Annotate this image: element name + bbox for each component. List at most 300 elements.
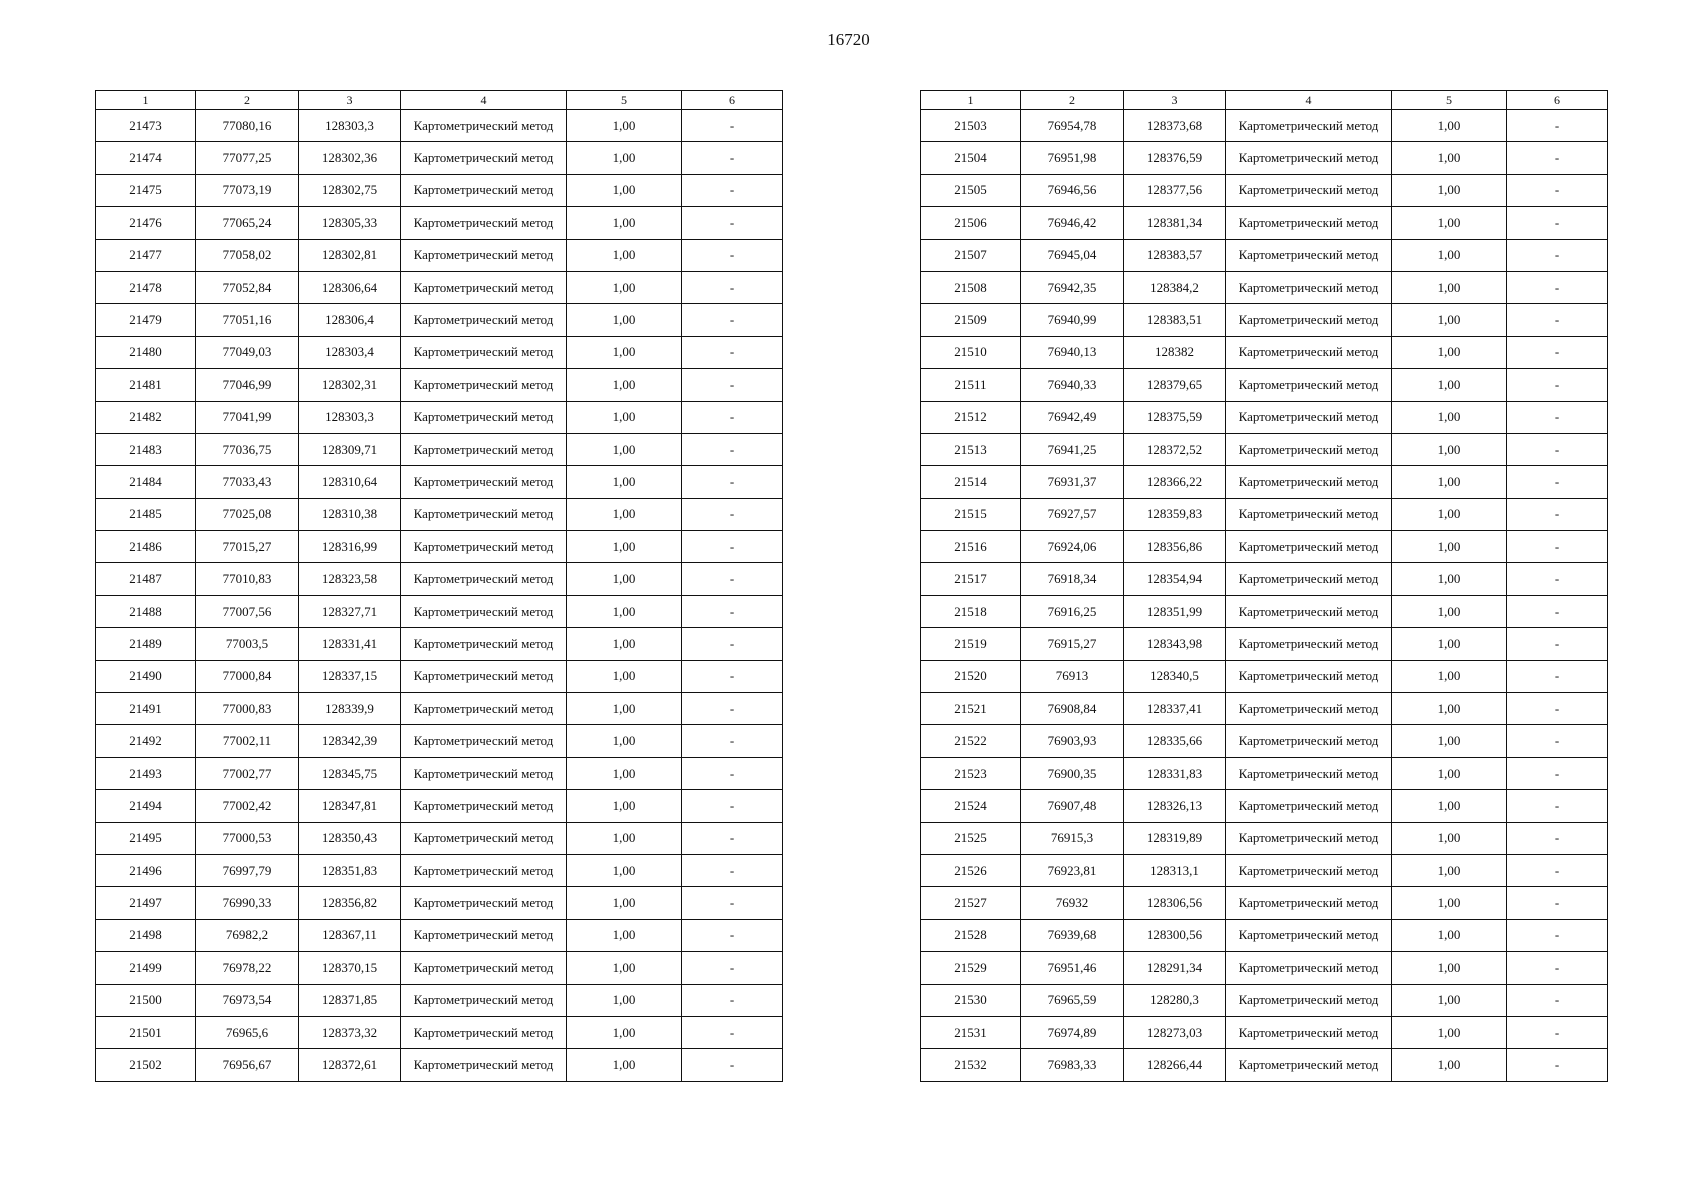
accuracy-cell: 1,00 <box>1392 952 1507 984</box>
y-coordinate-cell: 128351,99 <box>1124 595 1226 627</box>
point-number-cell: 21493 <box>96 757 196 789</box>
x-coordinate-cell: 76951,46 <box>1021 952 1124 984</box>
x-coordinate-cell: 76923,81 <box>1021 854 1124 886</box>
y-coordinate-cell: 128326,13 <box>1124 790 1226 822</box>
accuracy-cell: 1,00 <box>1392 725 1507 757</box>
x-coordinate-cell: 77002,77 <box>196 757 299 789</box>
table-row <box>96 1049 783 1081</box>
table-row <box>96 725 783 757</box>
accuracy-cell: 1,00 <box>567 984 682 1016</box>
note-cell: - <box>682 304 783 336</box>
method-cell: Картометрический метод <box>1226 660 1392 692</box>
column-header: 3 <box>1124 91 1226 110</box>
method-cell: Картометрический метод <box>401 174 567 206</box>
point-number-cell: 21477 <box>96 239 196 271</box>
column-header: 1 <box>96 91 196 110</box>
table-row <box>96 660 783 692</box>
x-coordinate-cell: 76965,6 <box>196 1016 299 1048</box>
point-number-cell: 21517 <box>921 563 1021 595</box>
note-cell: - <box>682 563 783 595</box>
x-coordinate-cell: 77015,27 <box>196 531 299 563</box>
y-coordinate-cell: 128366,22 <box>1124 466 1226 498</box>
x-coordinate-cell: 76940,99 <box>1021 304 1124 336</box>
accuracy-cell: 1,00 <box>1392 854 1507 886</box>
y-coordinate-cell: 128319,89 <box>1124 822 1226 854</box>
y-coordinate-cell: 128373,68 <box>1124 110 1226 142</box>
y-coordinate-cell: 128379,65 <box>1124 369 1226 401</box>
accuracy-cell: 1,00 <box>1392 304 1507 336</box>
note-cell: - <box>1507 174 1608 206</box>
y-coordinate-cell: 128291,34 <box>1124 952 1226 984</box>
method-cell: Картометрический метод <box>401 887 567 919</box>
y-coordinate-cell: 128327,71 <box>299 595 401 627</box>
accuracy-cell: 1,00 <box>1392 595 1507 627</box>
x-coordinate-cell: 77052,84 <box>196 271 299 303</box>
note-cell: - <box>1507 466 1608 498</box>
method-cell: Картометрический метод <box>1226 822 1392 854</box>
point-number-cell: 21482 <box>96 401 196 433</box>
method-cell: Картометрический метод <box>401 595 567 627</box>
table-row <box>921 563 1608 595</box>
point-number-cell: 21501 <box>96 1016 196 1048</box>
method-cell: Картометрический метод <box>1226 790 1392 822</box>
x-coordinate-cell: 77033,43 <box>196 466 299 498</box>
note-cell: - <box>1507 369 1608 401</box>
note-cell: - <box>682 369 783 401</box>
y-coordinate-cell: 128280,3 <box>1124 984 1226 1016</box>
point-number-cell: 21488 <box>96 595 196 627</box>
note-cell: - <box>1507 919 1608 951</box>
accuracy-cell: 1,00 <box>567 498 682 530</box>
note-cell: - <box>1507 1049 1608 1081</box>
x-coordinate-cell: 77002,42 <box>196 790 299 822</box>
note-cell: - <box>1507 595 1608 627</box>
method-cell: Картометрический метод <box>401 401 567 433</box>
accuracy-cell: 1,00 <box>567 595 682 627</box>
x-coordinate-cell: 77041,99 <box>196 401 299 433</box>
point-number-cell: 21532 <box>921 1049 1021 1081</box>
y-coordinate-cell: 128303,3 <box>299 110 401 142</box>
table-row <box>921 531 1608 563</box>
x-coordinate-cell: 76918,34 <box>1021 563 1124 595</box>
y-coordinate-cell: 128371,85 <box>299 984 401 1016</box>
note-cell: - <box>1507 239 1608 271</box>
accuracy-cell: 1,00 <box>567 110 682 142</box>
table-row <box>96 207 783 239</box>
note-cell: - <box>682 693 783 725</box>
table-row <box>96 822 783 854</box>
method-cell: Картометрический метод <box>1226 369 1392 401</box>
accuracy-cell: 1,00 <box>1392 466 1507 498</box>
note-cell: - <box>1507 952 1608 984</box>
x-coordinate-cell: 77080,16 <box>196 110 299 142</box>
x-coordinate-cell: 76974,89 <box>1021 1016 1124 1048</box>
note-cell: - <box>682 1016 783 1048</box>
table-row <box>96 531 783 563</box>
y-coordinate-cell: 128359,83 <box>1124 498 1226 530</box>
point-number-cell: 21474 <box>96 142 196 174</box>
method-cell: Картометрический метод <box>401 531 567 563</box>
y-coordinate-cell: 128306,56 <box>1124 887 1226 919</box>
table-row <box>921 142 1608 174</box>
method-cell: Картометрический метод <box>1226 984 1392 1016</box>
note-cell: - <box>682 142 783 174</box>
point-number-cell: 21478 <box>96 271 196 303</box>
method-cell: Картометрический метод <box>1226 725 1392 757</box>
x-coordinate-cell: 76913 <box>1021 660 1124 692</box>
point-number-cell: 21508 <box>921 271 1021 303</box>
table-row <box>96 369 783 401</box>
method-cell: Картометрический метод <box>1226 207 1392 239</box>
note-cell: - <box>1507 1016 1608 1048</box>
note-cell: - <box>1507 498 1608 530</box>
point-number-cell: 21479 <box>96 304 196 336</box>
accuracy-cell: 1,00 <box>567 401 682 433</box>
method-cell: Картометрический метод <box>1226 142 1392 174</box>
accuracy-cell: 1,00 <box>567 822 682 854</box>
x-coordinate-cell: 77000,53 <box>196 822 299 854</box>
point-number-cell: 21485 <box>96 498 196 530</box>
table-row <box>921 693 1608 725</box>
note-cell: - <box>1507 207 1608 239</box>
note-cell: - <box>682 919 783 951</box>
point-number-cell: 21519 <box>921 628 1021 660</box>
point-number-cell: 21497 <box>96 887 196 919</box>
y-coordinate-cell: 128343,98 <box>1124 628 1226 660</box>
note-cell: - <box>1507 563 1608 595</box>
method-cell: Картометрический метод <box>1226 304 1392 336</box>
x-coordinate-cell: 77000,84 <box>196 660 299 692</box>
x-coordinate-cell: 77010,83 <box>196 563 299 595</box>
method-cell: Картометрический метод <box>401 433 567 465</box>
note-cell: - <box>1507 142 1608 174</box>
method-cell: Картометрический метод <box>401 757 567 789</box>
method-cell: Картометрический метод <box>1226 887 1392 919</box>
x-coordinate-cell: 76942,49 <box>1021 401 1124 433</box>
method-cell: Картометрический метод <box>1226 628 1392 660</box>
note-cell: - <box>1507 628 1608 660</box>
y-coordinate-cell: 128347,81 <box>299 790 401 822</box>
method-cell: Картометрический метод <box>1226 1016 1392 1048</box>
point-number-cell: 21480 <box>96 336 196 368</box>
table-row <box>921 854 1608 886</box>
x-coordinate-cell: 76939,68 <box>1021 919 1124 951</box>
point-number-cell: 21503 <box>921 110 1021 142</box>
y-coordinate-cell: 128337,15 <box>299 660 401 692</box>
accuracy-cell: 1,00 <box>1392 1016 1507 1048</box>
method-cell: Картометрический метод <box>1226 854 1392 886</box>
method-cell: Картометрический метод <box>1226 401 1392 433</box>
accuracy-cell: 1,00 <box>567 304 682 336</box>
coordinates-table-left <box>95 90 783 1082</box>
note-cell: - <box>1507 531 1608 563</box>
method-cell: Картометрический метод <box>1226 1049 1392 1081</box>
point-number-cell: 21509 <box>921 304 1021 336</box>
table-row <box>96 919 783 951</box>
note-cell: - <box>1507 110 1608 142</box>
y-coordinate-cell: 128381,34 <box>1124 207 1226 239</box>
column-header: 5 <box>567 91 682 110</box>
x-coordinate-cell: 76997,79 <box>196 854 299 886</box>
accuracy-cell: 1,00 <box>567 1049 682 1081</box>
method-cell: Картометрический метод <box>1226 757 1392 789</box>
y-coordinate-cell: 128373,32 <box>299 1016 401 1048</box>
y-coordinate-cell: 128351,83 <box>299 854 401 886</box>
method-cell: Картометрический метод <box>401 984 567 1016</box>
column-header: 4 <box>1226 91 1392 110</box>
note-cell: - <box>1507 660 1608 692</box>
point-number-cell: 21502 <box>96 1049 196 1081</box>
point-number-cell: 21526 <box>921 854 1021 886</box>
note-cell: - <box>1507 433 1608 465</box>
y-coordinate-cell: 128323,58 <box>299 563 401 595</box>
table-row <box>921 984 1608 1016</box>
point-number-cell: 21499 <box>96 952 196 984</box>
accuracy-cell: 1,00 <box>1392 142 1507 174</box>
y-coordinate-cell: 128303,3 <box>299 401 401 433</box>
note-cell: - <box>1507 725 1608 757</box>
note-cell: - <box>682 887 783 919</box>
method-cell: Картометрический метод <box>1226 595 1392 627</box>
column-header: 2 <box>196 91 299 110</box>
method-cell: Картометрический метод <box>1226 433 1392 465</box>
y-coordinate-cell: 128383,51 <box>1124 304 1226 336</box>
x-coordinate-cell: 76915,3 <box>1021 822 1124 854</box>
point-number-cell: 21483 <box>96 433 196 465</box>
point-number-cell: 21513 <box>921 433 1021 465</box>
note-cell: - <box>682 207 783 239</box>
note-cell: - <box>682 1049 783 1081</box>
note-cell: - <box>682 433 783 465</box>
x-coordinate-cell: 77065,24 <box>196 207 299 239</box>
table-row <box>921 369 1608 401</box>
point-number-cell: 21527 <box>921 887 1021 919</box>
y-coordinate-cell: 128340,5 <box>1124 660 1226 692</box>
x-coordinate-cell: 76932 <box>1021 887 1124 919</box>
x-coordinate-cell: 76915,27 <box>1021 628 1124 660</box>
x-coordinate-cell: 76903,93 <box>1021 725 1124 757</box>
note-cell: - <box>682 595 783 627</box>
method-cell: Картометрический метод <box>401 790 567 822</box>
method-cell: Картометрический метод <box>401 919 567 951</box>
method-cell: Картометрический метод <box>401 498 567 530</box>
y-coordinate-cell: 128313,1 <box>1124 854 1226 886</box>
y-coordinate-cell: 128266,44 <box>1124 1049 1226 1081</box>
method-cell: Картометрический метод <box>1226 498 1392 530</box>
accuracy-cell: 1,00 <box>567 660 682 692</box>
accuracy-cell: 1,00 <box>567 271 682 303</box>
accuracy-cell: 1,00 <box>1392 563 1507 595</box>
method-cell: Картометрический метод <box>1226 271 1392 303</box>
note-cell: - <box>682 531 783 563</box>
point-number-cell: 21487 <box>96 563 196 595</box>
x-coordinate-cell: 76900,35 <box>1021 757 1124 789</box>
point-number-cell: 21516 <box>921 531 1021 563</box>
note-cell: - <box>682 952 783 984</box>
y-coordinate-cell: 128356,86 <box>1124 531 1226 563</box>
y-coordinate-cell: 128331,41 <box>299 628 401 660</box>
x-coordinate-cell: 77002,11 <box>196 725 299 757</box>
point-number-cell: 21525 <box>921 822 1021 854</box>
y-coordinate-cell: 128302,31 <box>299 369 401 401</box>
method-cell: Картометрический метод <box>1226 563 1392 595</box>
note-cell: - <box>1507 336 1608 368</box>
table-row <box>921 1016 1608 1048</box>
x-coordinate-cell: 77025,08 <box>196 498 299 530</box>
table-row <box>921 919 1608 951</box>
note-cell: - <box>1507 984 1608 1016</box>
note-cell: - <box>682 660 783 692</box>
method-cell: Картометрический метод <box>401 660 567 692</box>
x-coordinate-cell: 77051,16 <box>196 304 299 336</box>
point-number-cell: 21484 <box>96 466 196 498</box>
method-cell: Картометрический метод <box>401 563 567 595</box>
point-number-cell: 21500 <box>96 984 196 1016</box>
accuracy-cell: 1,00 <box>1392 628 1507 660</box>
y-coordinate-cell: 128331,83 <box>1124 757 1226 789</box>
note-cell: - <box>682 336 783 368</box>
method-cell: Картометрический метод <box>1226 531 1392 563</box>
note-cell: - <box>682 271 783 303</box>
accuracy-cell: 1,00 <box>1392 207 1507 239</box>
point-number-cell: 21520 <box>921 660 1021 692</box>
table-row <box>96 887 783 919</box>
method-cell: Картометрический метод <box>401 854 567 886</box>
method-cell: Картометрический метод <box>401 271 567 303</box>
method-cell: Картометрический метод <box>401 822 567 854</box>
x-coordinate-cell: 76982,2 <box>196 919 299 951</box>
point-number-cell: 21506 <box>921 207 1021 239</box>
accuracy-cell: 1,00 <box>1392 271 1507 303</box>
table-row <box>96 239 783 271</box>
accuracy-cell: 1,00 <box>567 142 682 174</box>
table-row <box>921 401 1608 433</box>
x-coordinate-cell: 77036,75 <box>196 433 299 465</box>
accuracy-cell: 1,00 <box>567 952 682 984</box>
column-header: 6 <box>1507 91 1608 110</box>
table-row <box>96 142 783 174</box>
note-cell: - <box>682 174 783 206</box>
table-row <box>96 854 783 886</box>
table-row <box>96 1016 783 1048</box>
accuracy-cell: 1,00 <box>567 207 682 239</box>
accuracy-cell: 1,00 <box>567 854 682 886</box>
method-cell: Картометрический метод <box>1226 174 1392 206</box>
accuracy-cell: 1,00 <box>567 433 682 465</box>
accuracy-cell: 1,00 <box>567 336 682 368</box>
table-row <box>96 693 783 725</box>
method-cell: Картометрический метод <box>1226 952 1392 984</box>
accuracy-cell: 1,00 <box>567 531 682 563</box>
x-coordinate-cell: 77000,83 <box>196 693 299 725</box>
note-cell: - <box>682 239 783 271</box>
y-coordinate-cell: 128310,64 <box>299 466 401 498</box>
y-coordinate-cell: 128367,11 <box>299 919 401 951</box>
x-coordinate-cell: 76942,35 <box>1021 271 1124 303</box>
table-header-row <box>96 91 783 110</box>
accuracy-cell: 1,00 <box>567 725 682 757</box>
method-cell: Картометрический метод <box>401 142 567 174</box>
accuracy-cell: 1,00 <box>1392 110 1507 142</box>
y-coordinate-cell: 128335,66 <box>1124 725 1226 757</box>
accuracy-cell: 1,00 <box>1392 660 1507 692</box>
point-number-cell: 21529 <box>921 952 1021 984</box>
note-cell: - <box>1507 693 1608 725</box>
y-coordinate-cell: 128382 <box>1124 336 1226 368</box>
column-header: 3 <box>299 91 401 110</box>
point-number-cell: 21505 <box>921 174 1021 206</box>
x-coordinate-cell: 76946,56 <box>1021 174 1124 206</box>
accuracy-cell: 1,00 <box>1392 757 1507 789</box>
y-coordinate-cell: 128337,41 <box>1124 693 1226 725</box>
y-coordinate-cell: 128372,52 <box>1124 433 1226 465</box>
table-row <box>921 1049 1608 1081</box>
x-coordinate-cell: 76965,59 <box>1021 984 1124 1016</box>
table-row <box>96 336 783 368</box>
accuracy-cell: 1,00 <box>1392 1049 1507 1081</box>
y-coordinate-cell: 128302,36 <box>299 142 401 174</box>
point-number-cell: 21515 <box>921 498 1021 530</box>
point-number-cell: 21518 <box>921 595 1021 627</box>
point-number-cell: 21496 <box>96 854 196 886</box>
note-cell: - <box>682 110 783 142</box>
point-number-cell: 21491 <box>96 693 196 725</box>
table-row <box>921 822 1608 854</box>
note-cell: - <box>1507 271 1608 303</box>
y-coordinate-cell: 128383,57 <box>1124 239 1226 271</box>
point-number-cell: 21486 <box>96 531 196 563</box>
y-coordinate-cell: 128375,59 <box>1124 401 1226 433</box>
accuracy-cell: 1,00 <box>1392 919 1507 951</box>
accuracy-cell: 1,00 <box>567 790 682 822</box>
table-row <box>96 628 783 660</box>
point-number-cell: 21473 <box>96 110 196 142</box>
note-cell: - <box>1507 822 1608 854</box>
method-cell: Картометрический метод <box>401 1049 567 1081</box>
method-cell: Картометрический метод <box>1226 239 1392 271</box>
accuracy-cell: 1,00 <box>1392 336 1507 368</box>
note-cell: - <box>682 757 783 789</box>
note-cell: - <box>1507 790 1608 822</box>
table-row <box>921 660 1608 692</box>
x-coordinate-cell: 76973,54 <box>196 984 299 1016</box>
column-header: 2 <box>1021 91 1124 110</box>
method-cell: Картометрический метод <box>1226 919 1392 951</box>
table-row <box>921 433 1608 465</box>
accuracy-cell: 1,00 <box>567 1016 682 1048</box>
table-row <box>96 498 783 530</box>
y-coordinate-cell: 128339,9 <box>299 693 401 725</box>
y-coordinate-cell: 128302,75 <box>299 174 401 206</box>
point-number-cell: 21475 <box>96 174 196 206</box>
x-coordinate-cell: 76954,78 <box>1021 110 1124 142</box>
point-number-cell: 21510 <box>921 336 1021 368</box>
point-number-cell: 21481 <box>96 369 196 401</box>
x-coordinate-cell: 76956,67 <box>196 1049 299 1081</box>
note-cell: - <box>682 822 783 854</box>
point-number-cell: 21507 <box>921 239 1021 271</box>
x-coordinate-cell: 76990,33 <box>196 887 299 919</box>
x-coordinate-cell: 77003,5 <box>196 628 299 660</box>
point-number-cell: 21494 <box>96 790 196 822</box>
x-coordinate-cell: 76907,48 <box>1021 790 1124 822</box>
x-coordinate-cell: 76940,13 <box>1021 336 1124 368</box>
method-cell: Картометрический метод <box>401 207 567 239</box>
x-coordinate-cell: 76978,22 <box>196 952 299 984</box>
page-number: 16720 <box>827 30 870 49</box>
method-cell: Картометрический метод <box>401 239 567 271</box>
x-coordinate-cell: 76941,25 <box>1021 433 1124 465</box>
